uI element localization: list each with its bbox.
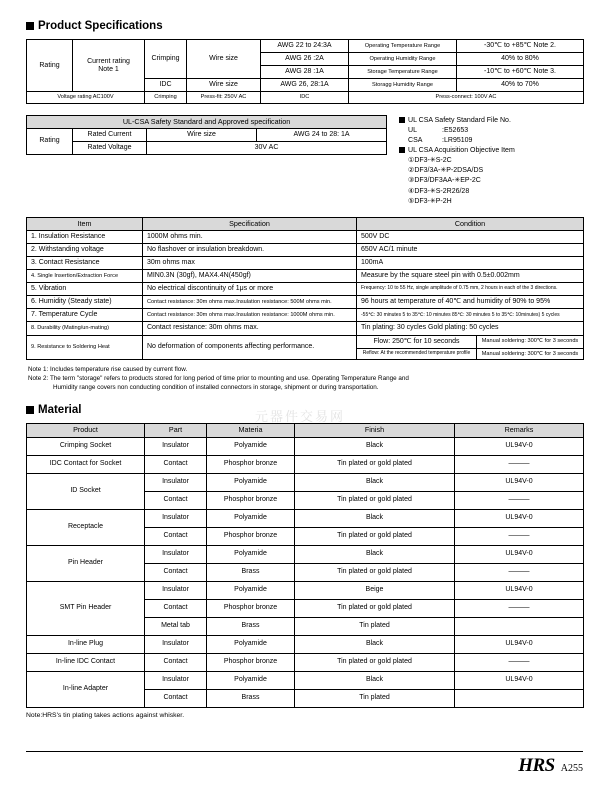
ul-notes <box>399 115 515 207</box>
material-name: Polyamide <box>207 509 295 527</box>
remarks: UL94V-0 <box>455 635 584 653</box>
col-material: Materia <box>207 424 295 437</box>
voltage-pressfit: Press-fit: 250V AC <box>187 92 261 103</box>
spec-item: 5. Vibration <box>27 283 143 296</box>
material-name: Brass <box>207 563 295 581</box>
wire-size-label: Wire size <box>147 128 257 141</box>
table-row <box>27 437 584 455</box>
remarks: ——— <box>455 599 584 617</box>
col-remarks: Remarks <box>455 424 584 437</box>
rating-label: Rating <box>27 40 73 92</box>
spec-value: Contact resistance: 30m ohms max. <box>143 322 357 335</box>
ul-item: ③DF3/DF3AA-✳EP-2C <box>408 177 481 185</box>
product-name: Crimping Socket <box>27 437 145 455</box>
material-name: Brass <box>207 689 295 707</box>
table-row <box>27 115 387 128</box>
operating-humidity-label: Operating Humidity Range <box>349 53 457 66</box>
col-part: Part <box>145 424 207 437</box>
material-name: Polyamide <box>207 635 295 653</box>
finish-name: Tin plated or gold plated <box>295 653 455 671</box>
table-row <box>27 455 584 473</box>
awg-value: AWG 28 :1A <box>261 66 349 79</box>
table-row <box>27 545 584 563</box>
col-specification: Specification <box>143 217 357 230</box>
material-name: Polyamide <box>207 545 295 563</box>
spec-condition-split <box>357 335 584 359</box>
remarks: ——— <box>455 455 584 473</box>
square-marker-icon <box>399 117 405 123</box>
spec-table-performance <box>26 217 584 360</box>
product-name: In-line IDC Contact <box>27 653 145 671</box>
material-name: Phosphor bronze <box>207 455 295 473</box>
table-row <box>27 270 584 283</box>
material-name: Phosphor bronze <box>207 599 295 617</box>
ul-item: ①DF3-✳S-2C <box>408 157 452 165</box>
notes-block <box>28 365 583 392</box>
remarks <box>455 689 584 707</box>
operating-humidity-value: 40% to 80% <box>457 53 584 66</box>
part-name: Contact <box>145 653 207 671</box>
cond-flow: Flow: 250℃ for 10 seconds <box>357 336 477 349</box>
watermark-text: 元器件交易网 <box>255 410 346 425</box>
ul-file-ul: UL :E52653 <box>408 126 469 134</box>
table-row <box>357 348 583 359</box>
part-name: Insulator <box>145 437 207 455</box>
part-name: Insulator <box>145 581 207 599</box>
spec-condition: 96 hours at temperature of 40℃ and humidity of 90% to 95% <box>357 296 584 309</box>
remarks: UL94V-0 <box>455 437 584 455</box>
col-condition: Condition <box>357 217 584 230</box>
ulcsa-title: UL-CSA Safety Standard and Approved specification <box>27 115 387 128</box>
voltage-crimping: Crimping <box>145 92 187 103</box>
table-row <box>357 336 583 349</box>
part-name: Insulator <box>145 473 207 491</box>
awg-value: AWG 26, 28:1A <box>261 79 349 92</box>
table-header-row <box>27 424 584 437</box>
spec-value: Contact resistance: 30m ohms max.Insulation resistance: 500M ohms min. <box>143 296 357 309</box>
table-row <box>27 335 584 359</box>
finish-name: Black <box>295 509 455 527</box>
table-row <box>27 283 584 296</box>
ulcsa-rating-label: Rating <box>27 128 73 154</box>
material-footnote: Note:HRS's tin plating takes actions against whisker. <box>26 711 185 719</box>
ul-item: ⑤DF3-✳P-2H <box>408 197 452 205</box>
cond-manual-2: Manual soldering: 300℃ for 3 seconds <box>481 350 579 357</box>
part-name: Insulator <box>145 509 207 527</box>
material-name: Brass <box>207 617 295 635</box>
spec-condition: -55℃: 30 minutes 5 to 35℃: 10 minutes 85℃: 30 minutes 5 to 35℃: 10minutes) 5 cycles <box>357 309 584 322</box>
table-row <box>27 231 584 244</box>
note-2-cont: Humidity range covers non conducting condition of installed connectors in storage, shipment or during transportation. <box>53 384 379 392</box>
idc-cell: IDC <box>145 79 187 92</box>
rated-current-value: AWG 24 to 28: 1A <box>257 128 387 141</box>
table-row <box>27 40 584 53</box>
product-name: SMT Pin Header <box>27 581 145 635</box>
voltage-pressconnect: Press-connect: 100V AC <box>349 92 584 103</box>
table-row <box>27 635 584 653</box>
table-row <box>27 653 584 671</box>
col-finish: Finish <box>295 424 455 437</box>
finish-name: Beige <box>295 581 455 599</box>
part-name: Insulator <box>145 545 207 563</box>
cond-reflow: Reflow: At the recommended temperature profile <box>357 348 477 359</box>
spec-item: 7. Temperature Cycle <box>27 309 143 322</box>
storage-temp-label: Storage Temperature Range <box>349 66 457 79</box>
finish-name: Tin plated or gold plated <box>295 599 455 617</box>
material-name: Polyamide <box>207 671 295 689</box>
square-marker-icon <box>26 406 34 414</box>
spec-value: MIN0.3N (30gf), MAX4.4N(450gf) <box>143 270 357 283</box>
current-rating-cell: Current rating Note 1 <box>73 40 145 92</box>
material-name: Polyamide <box>207 581 295 599</box>
spec-condition: 100mA <box>357 257 584 270</box>
table-row <box>27 322 584 335</box>
spec-item: 2. Withstanding voltage <box>27 244 143 257</box>
footer-divider <box>26 751 583 752</box>
spec-item: 8. Durability (Mating/un-mating) <box>27 322 143 335</box>
finish-name: Tin plated or gold plated <box>295 491 455 509</box>
finish-name: Tin plated or gold plated <box>295 563 455 581</box>
page-number: A255 <box>560 763 583 774</box>
part-name: Contact <box>145 563 207 581</box>
awg-value: AWG 26 :2A <box>261 53 349 66</box>
table-row <box>27 581 584 599</box>
storage-humidity-label: Storagg Humidity Range <box>349 79 457 92</box>
material-name: Phosphor bronze <box>207 527 295 545</box>
square-marker-icon <box>26 22 34 30</box>
product-name: In-line Adapter <box>27 671 145 707</box>
part-name: Insulator <box>145 671 207 689</box>
note-1: Note 1: Includes temperature rise caused by current flow. <box>28 366 188 373</box>
part-name: Contact <box>145 689 207 707</box>
table-row <box>27 309 584 322</box>
spec-item: 9. Resistance to Soldering Heat <box>27 335 143 359</box>
rated-current-label: Rated Current <box>73 128 147 141</box>
product-name: In-line Plug <box>27 635 145 653</box>
table-row <box>27 141 387 154</box>
table-header-row <box>27 217 584 230</box>
spec-value: No deformation of components affecting performance. <box>143 335 357 359</box>
table-row-voltage <box>27 92 584 103</box>
material-table <box>26 423 584 707</box>
spec-value: No electrical discontinuity of 1μs or more <box>143 283 357 296</box>
remarks: UL94V-0 <box>455 473 584 491</box>
spec-condition: 500V DC <box>357 231 584 244</box>
square-marker-icon <box>399 147 405 153</box>
finish-name: Tin plated or gold plated <box>295 455 455 473</box>
finish-name: Black <box>295 473 455 491</box>
finish-name: Black <box>295 635 455 653</box>
table-row <box>27 671 584 689</box>
part-name: Contact <box>145 527 207 545</box>
page-footer <box>26 751 583 777</box>
spec-condition: Frequency: 10 to 55 Hz, single amplitude of 0.75 mm, 2 hours in each of the 3 directions. <box>357 283 584 296</box>
remarks <box>455 617 584 635</box>
finish-name: Black <box>295 671 455 689</box>
remarks: UL94V-0 <box>455 509 584 527</box>
finish-name: Black <box>295 545 455 563</box>
ul-item: ②DF3/3A-✳P-2DSA/DS <box>408 167 484 175</box>
spec-condition: 650V AC/1 minute <box>357 244 584 257</box>
material-name: Polyamide <box>207 473 295 491</box>
remarks: UL94V-0 <box>455 545 584 563</box>
ul-item: ④DF3-✳S-2R26/28 <box>408 187 470 195</box>
cond-manual-1: Manual soldering: 300℃ for 3 seconds <box>477 336 584 349</box>
product-name: IDC Contact for Socket <box>27 455 145 473</box>
storage-temp-value: -10℃ to +60℃ Note 3. <box>457 66 584 79</box>
col-product: Product <box>27 424 145 437</box>
spec-item: 4. Single Insertion/Extraction Force <box>27 270 143 283</box>
ulcsa-table <box>26 115 387 155</box>
spec-item: 1. Insulation Resistance <box>27 231 143 244</box>
finish-name: Tin plated <box>295 617 455 635</box>
material-name: Polyamide <box>207 437 295 455</box>
storage-humidity-value: 40% to 70% <box>457 79 584 92</box>
operating-temp-value: -30℃ to +85℃ Note 2. <box>457 40 584 53</box>
product-name: Receptacle <box>27 509 145 545</box>
wire-size-cell: Wire size <box>187 40 261 79</box>
spec-condition: Tin plating: 30 cycles Gold plating: 50 cycles <box>357 322 584 335</box>
voltage-rating-label: Voltage rating AC100V <box>27 92 145 103</box>
ul-file-csa: CSA :LR95109 <box>408 136 473 144</box>
part-name: Contact <box>145 455 207 473</box>
remarks: UL94V-0 <box>455 581 584 599</box>
spec-condition: Measure by the square steel pin with 0.5±0.002mm <box>357 270 584 283</box>
rated-voltage-label: Rated Voltage <box>73 141 147 154</box>
operating-temp-label: Operating Temperature Range <box>349 40 457 53</box>
wire-size-cell: Wire size <box>187 79 261 92</box>
page-title: Product Specifications <box>26 20 583 32</box>
table-row <box>27 244 584 257</box>
spec-value: No flashover or insulation breakdown. <box>143 244 357 257</box>
spec-table-rating <box>26 39 584 104</box>
crimping-cell: Crimping <box>145 40 187 79</box>
rated-voltage-value: 30V AC <box>147 141 387 154</box>
material-name: Phosphor bronze <box>207 491 295 509</box>
ul-file-heading: UL CSA Safety Standard File No. <box>399 116 515 126</box>
finish-name: Black <box>295 437 455 455</box>
spec-value: 30m ohms max <box>143 257 357 270</box>
product-name: Pin Header <box>27 545 145 581</box>
ulcsa-block <box>26 115 583 207</box>
remarks: ——— <box>455 491 584 509</box>
part-name: Contact <box>145 599 207 617</box>
material-name: Phosphor bronze <box>207 653 295 671</box>
awg-value: AWG 22 to 24:3A <box>261 40 349 53</box>
remarks: ——— <box>455 653 584 671</box>
part-name: Contact <box>145 491 207 509</box>
table-row <box>27 257 584 270</box>
material-title: Material <box>26 404 583 416</box>
spec-value: 1000M ohms min. <box>143 231 357 244</box>
spec-item: 6. Humidity (Steady state) <box>27 296 143 309</box>
table-row <box>27 296 584 309</box>
voltage-idc: IDC <box>261 92 349 103</box>
finish-name: Tin plated or gold plated <box>295 527 455 545</box>
hrs-logo: HRS <box>518 755 555 776</box>
col-item: Item <box>27 217 143 230</box>
remarks: ——— <box>455 563 584 581</box>
table-row <box>27 128 387 141</box>
ul-acquisition-heading: UL CSA Acquisition Objective Item <box>399 146 515 156</box>
note-2: Note 2: The term "storage" refers to products stored for long period of time prior to mounting and use. Operating Temperature Range and <box>28 375 409 383</box>
spec-value: Contact resistance: 30m ohms max.Insulation resistance: 1000M ohms min. <box>143 309 357 322</box>
part-name: Insulator <box>145 635 207 653</box>
table-row <box>27 473 584 491</box>
finish-name: Tin plated <box>295 689 455 707</box>
part-name: Metal tab <box>145 617 207 635</box>
product-name: ID Socket <box>27 473 145 509</box>
spec-item: 3. Contact Resistance <box>27 257 143 270</box>
table-row <box>27 509 584 527</box>
remarks: ——— <box>455 527 584 545</box>
remarks: UL94V-0 <box>455 671 584 689</box>
